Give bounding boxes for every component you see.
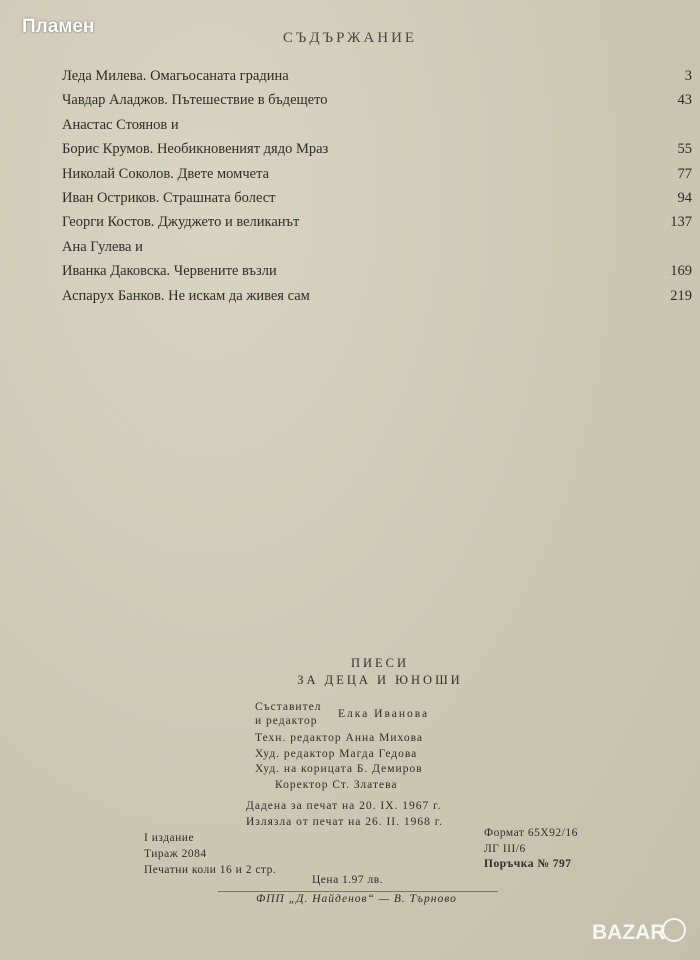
toc-entry: [62, 286, 692, 310]
bazar-logo-watermark: [592, 914, 692, 948]
toc-entry-text: Чавдар Аладжов. Пътешествие в бъдещето: [62, 92, 328, 109]
compiler-name: Елка Иванова: [338, 708, 430, 720]
book-title: [0, 655, 700, 689]
toc-entry-page: 43: [677, 92, 692, 109]
toc-entry: [62, 139, 692, 163]
book-title-line2: ЗА ДЕЦА И ЮНОШИ: [297, 673, 463, 687]
proofreader: Коректор Ст. Златева: [275, 778, 398, 791]
toc-entry-text: Анастас Стоянов и: [62, 116, 179, 133]
print-sheets: Печатни коли 16 и 2 стр.: [144, 864, 277, 876]
toc-entry-text: Николай Соколов. Двете момчета: [62, 165, 270, 182]
toc-entry-page: 3: [684, 68, 692, 84]
toc-entry-page: 55: [677, 141, 692, 158]
cover-artist: Худ. на корицата Б. Демиров: [255, 763, 423, 775]
toc-title: СЪДЪРЖАНИЕ: [282, 30, 418, 46]
print-dates: [246, 798, 443, 830]
order-number: Поръчка № 797: [484, 858, 572, 870]
table-of-contents: [62, 66, 692, 310]
toc-entry: [62, 66, 692, 90]
printer-imprint: ФПП „Д. Найденов“ — В. Търново: [256, 893, 457, 905]
tech-editor: Техн. редактор Анна Михова: [255, 732, 423, 744]
compiler-credit: [255, 700, 430, 731]
toc-entry: [62, 188, 692, 212]
book-title-line1: ПИЕСИ: [350, 656, 410, 670]
toc-entry-page: 219: [670, 287, 692, 304]
toc-entry: [62, 115, 692, 139]
toc-entry-text: Борис Крумов. Необикновеният дядо Мраз: [62, 141, 329, 158]
price: Цена 1.97 лв.: [312, 874, 384, 886]
toc-entry-text: Леда Милева. Омагьосаната градина: [62, 68, 289, 84]
circulation: Тираж 2084: [144, 848, 207, 860]
toc-entry: [62, 261, 692, 285]
toc-entry-page: 77: [677, 165, 692, 182]
compiler-label2: и редактор: [255, 715, 318, 727]
bazar-logo-text: BAZAR: [592, 921, 666, 944]
edition: I издание: [144, 832, 195, 844]
toc-entry-page: 169: [670, 263, 692, 280]
format-info: [484, 826, 578, 873]
watermark-text: Пламен: [22, 16, 95, 37]
compiler-label1: Съставител: [255, 701, 322, 713]
toc-entry: [62, 164, 692, 188]
edition-info: [144, 830, 276, 878]
toc-entry-text: Ана Гулева и: [62, 238, 143, 255]
lg-code: ЛГ III/6: [484, 842, 526, 855]
toc-entry-text: Иванка Даковска. Червените възли: [62, 263, 277, 280]
toc-entry-text: Аспарух Банков. Не искам да живея сам: [62, 287, 310, 304]
divider: [218, 891, 498, 892]
toc-entry: [62, 90, 692, 114]
art-editor: Худ. редактор Магда Гедова: [255, 747, 418, 760]
format: Формат 65X92/16: [484, 827, 578, 839]
toc-entry-page: 94: [677, 189, 692, 206]
toc-entry-text: Иван Остриков. Страшната болест: [62, 189, 276, 206]
toc-entry-text: Георги Костов. Джуджето и великанът: [62, 214, 300, 231]
published-date: Излязла от печат на 26. II. 1968 г.: [246, 816, 444, 828]
bazar-logo-icon: [663, 919, 685, 941]
toc-entry-page: 137: [670, 214, 692, 231]
toc-entry: [62, 212, 692, 236]
toc-entry: [62, 237, 692, 261]
submitted-date: Дадена за печат на 20. IX. 1967 г.: [246, 800, 442, 812]
credits-block: [255, 700, 430, 793]
